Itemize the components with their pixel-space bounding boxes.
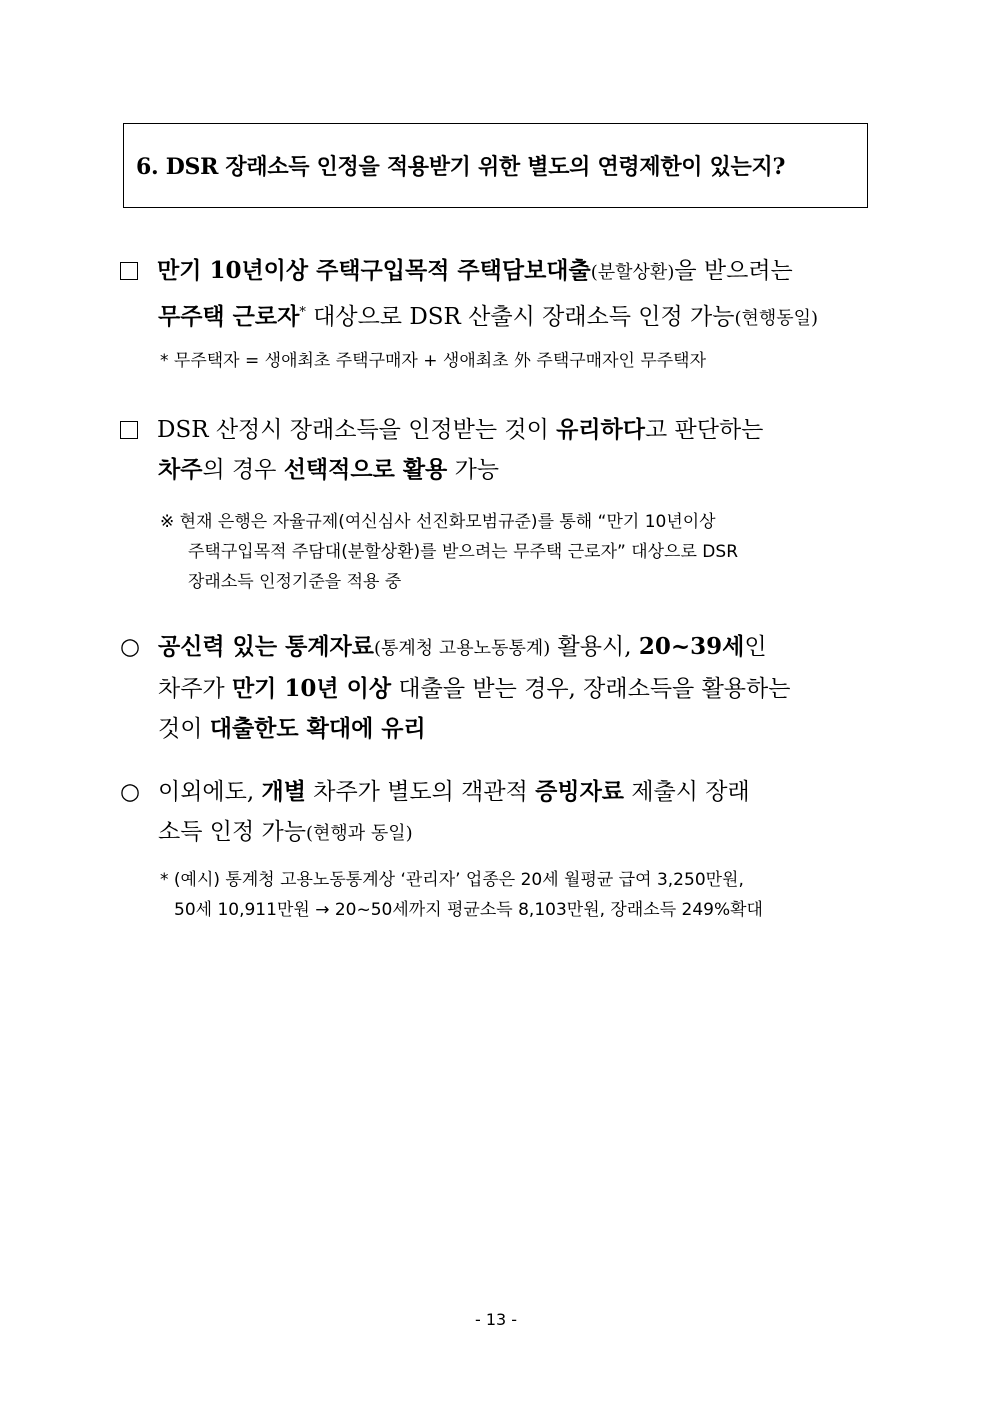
section-2-line-1: DSR 산정시 장래소득을 인정받는 것이 유리하다고 판단하는: [120, 410, 874, 450]
page-number: - 13 -: [474, 1310, 518, 1329]
section-3-line-3: 것이 대출한도 확대에 유리: [158, 715, 426, 742]
section-2-line-2: 차주의 경우 선택적으로 활용 가능: [158, 456, 500, 483]
section-3: [120, 627, 874, 749]
section-1: [120, 251, 874, 339]
circle-bullet-icon: ○: [120, 634, 141, 660]
section-1-footnote: * 무주택자 = 생애최초 주택구매자 + 생애최초 外 주택구매자인 무주택자: [160, 351, 707, 371]
section-4: [120, 772, 874, 854]
section-1-line-2: 무주택 근로자* 대상으로 DSR 산출시 장래소득 인정 가능(현행동일): [158, 303, 819, 330]
section-4-footnote: * (예시) 통계청 고용노동통계상 ‘관리자’ 업종은 20세 월평균 급여 3,250만원, 50세 10,911만원 → 20~50세까지 평균소득 8,103만원, 장래소득 249%확대: [160, 870, 763, 920]
question-title-box: [123, 123, 868, 208]
section-2-note: ※ 현재 은행은 자율규제(여신심사 선진화모범규준)를 통해 “만기 10년이상 주택구입목적 주담대(분할상환)를 받으려는 무주택 근로자” 대상으로 DSR 장래소득 인정기준을 적용 중: [160, 512, 739, 592]
section-4-line-1: ○ 이외에도, 개별 차주가 별도의 객관적 증빙자료 제출시 장래: [120, 772, 874, 812]
section-3-line-1: ○ 공신력 있는 통계자료(통계청 고용노동통계) 활용시, 20~39세인: [120, 627, 874, 669]
section-4-line-2: 소득 인정 가능(현행과 동일): [158, 819, 413, 845]
section-3-line-2: 차주가 만기 10년 이상 대출을 받는 경우, 장래소득을 활용하는: [158, 675, 791, 702]
question-title: 6. DSR 장래소득 인정을 적용받기 위한 별도의 연령제한이 있는지?: [136, 154, 786, 180]
square-bullet-icon: [120, 421, 138, 439]
circle-bullet-icon: ○: [120, 779, 141, 805]
section-1-line-1: 만기 10년이상 주택구입목적 주택담보대출(분할상환)을 받으려는: [120, 251, 874, 293]
square-bullet-icon: [120, 262, 138, 280]
section-2: [120, 410, 874, 490]
